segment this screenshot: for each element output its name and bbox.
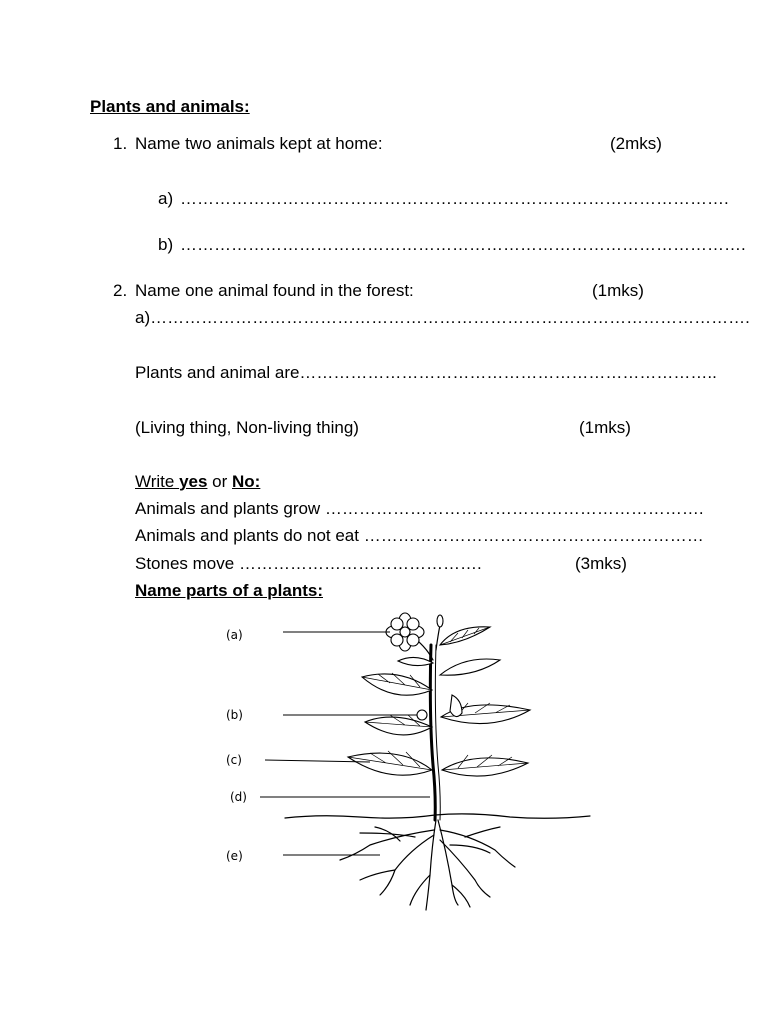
yesno-item: Stones move ……………………………………. — [135, 554, 482, 573]
yesno-instruction — [135, 472, 260, 492]
label-d: (d) — [230, 790, 247, 804]
bud-stalk — [436, 625, 440, 650]
page-title: Plants and animals: — [90, 97, 250, 116]
parts-heading: Name parts of a plants: — [135, 581, 323, 600]
q1-number: 1. — [113, 134, 128, 153]
q2-options: (Living thing, Non-living thing) — [135, 418, 359, 437]
stem — [430, 645, 435, 820]
q1-text: Name two animals kept at home: — [135, 134, 383, 153]
plant-diagram — [200, 605, 630, 920]
q2-statement: Plants and animal are……………………………………………………………….. — [135, 363, 717, 382]
pointer-lines — [260, 632, 430, 855]
soil-line — [285, 814, 590, 818]
yesno-write: Write — [135, 472, 180, 491]
yesno-or: or — [207, 472, 233, 491]
yesno-yes: yes — [179, 472, 208, 491]
flower — [386, 613, 443, 651]
yesno-item: Animals and plants grow …………………………………………………………. — [135, 499, 704, 518]
yesno-item: Animals and plants do not eat …………………………………………………… — [135, 526, 704, 545]
q2-options-marks: (1mks) — [579, 418, 631, 437]
label-e: (e) — [226, 849, 243, 863]
q2-answer-line: a)……………………………………………………………………………………………. — [135, 308, 750, 327]
q1-answer-b-line: ………………………………………………………………………………………. — [180, 235, 746, 254]
label-c: (c) — [226, 753, 242, 767]
q1-answer-b-label: b) — [158, 235, 174, 254]
yesno-marks: (3mks) — [575, 554, 627, 573]
leaves — [348, 627, 530, 776]
q1-answer-a-line: ……………………………………………………………………………………. — [180, 189, 729, 208]
q2-number: 2. — [113, 281, 128, 300]
q2-text: Name one animal found in the forest: — [135, 281, 414, 300]
q2-marks: (1mks) — [592, 281, 644, 300]
label-b: (b) — [226, 708, 243, 722]
roots — [340, 820, 515, 910]
label-a: (a) — [226, 628, 243, 642]
yesno-no: No: — [232, 472, 261, 491]
q1-answer-a-label: a) — [158, 189, 174, 208]
q1-marks: (2mks) — [610, 134, 662, 153]
fruit — [417, 695, 462, 720]
